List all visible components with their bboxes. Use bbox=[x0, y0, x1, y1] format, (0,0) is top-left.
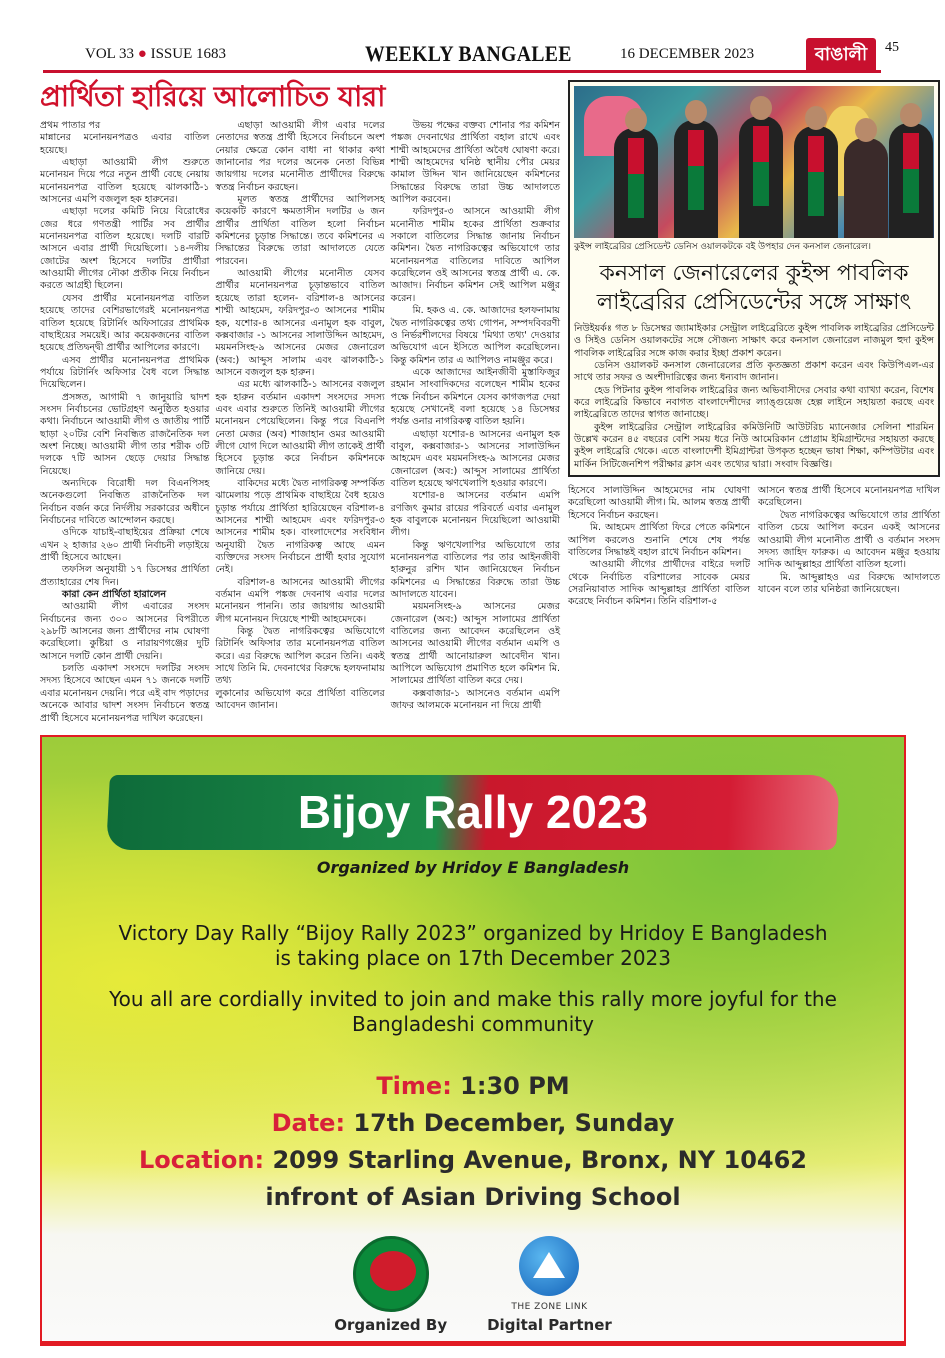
issue-date: 16 DECEMBER 2023 bbox=[620, 46, 755, 62]
ad-date bbox=[62, 1108, 884, 1138]
digital-partner-label: Digital Partner bbox=[487, 1315, 612, 1334]
paragraph: হিসেবে সালাউদ্দিন আহমেদের নাম ঘোষণা করেছিলো আওয়ামী লীগ। মি. আলম স্বতন্ত্র প্রার্থী হিসেবে নির্বাচন করছেন। bbox=[568, 485, 750, 521]
sidebar-headline bbox=[574, 259, 934, 317]
zone-link-logo bbox=[519, 1236, 579, 1296]
paragraph: এছাড়া আওয়ামী লীগ এবার দলের নেতাদের স্বতন্ত্র প্রার্থী হিসেবে নির্বাচনে অংশ নেয়ার ক্ষেত্রে কোন বাধা না থাকার কথা জানানোর পর দলের অনেক নেতা বিভিন্ন জায়গায় দলের মনোনীত প্রার্থীদের বিরুদ্ধে স্বতন্ত্র নির্বাচন করছেন। bbox=[215, 120, 385, 193]
article-headline: প্রার্থিতা হারিয়ে আলোচিত যারা bbox=[40, 80, 385, 113]
paragraph: উভয় পক্ষের বক্তব্য শোনার পর কমিশন পঙ্কজ দেবনাথের প্রার্থিতা বহাল রাখে এবং শাম্মী আহমেদের প্রার্থিতা অবৈধ ঘোষণা করে। শাম্মী আহমেদের ঘনিষ্ঠ স্থানীয় পৌর মেয়র কামাল উদ্দিন খান জানিয়েছেন কমিশনের সিদ্ধান্তের বিরুদ্ধে তারা উচ্চ আদালতে আপিল করবেন। bbox=[390, 120, 560, 206]
paragraph: প্রসঙ্গত, আগামী ৭ জানুয়ারি দ্বাদশ সংসদ নির্বাচনের ভোটগ্রহণ অনুষ্ঠিত হওয়ার কথা। নির্বাচনে আওয়ামী লীগ ও জাতীয় পার্টি ছাড়া ২০টির বেশি নিবন্ধিত রাজনৈতিক দল অংশ নিচ্ছে। আওয়ামী লীগ তার শরীক ৩টি দলকে ৭টি আসন ছেড়ে দেয়ার সিদ্ধান্ত নিয়েছে। bbox=[40, 391, 210, 477]
ad-description bbox=[62, 921, 884, 971]
volume: VOL 33 bbox=[85, 46, 135, 62]
bullet-icon: ● bbox=[137, 46, 147, 62]
time-value: 1:30 PM bbox=[460, 1071, 570, 1100]
paragraph: বাকিদের মধ্যে দ্বৈত নাগরিকত্ব সম্পর্কিত ঝামেলায় পড়ে প্রাথমিক বাছাইয়ে বৈধ হয়েও চূড়ান্ত পর্যায়ে প্রার্থিতা হারিয়েছেন বরিশাল-৪ আসনের শাম্মী আহমেদ এবং ফরিদপুর-৩ আসনের শামীম হক। বাংলাদেশের সংবিধান অনুযায়ী দ্বৈত নাগরিকত্ব আছে এমন ব্যক্তিদের সংসদ নির্বাচনে প্রার্থী হবার সুযোগ নেই। bbox=[215, 477, 385, 576]
paragraph: মি. হকও এ. কে. আজাদের হলফনামায় দ্বৈত নাগরিকত্বের তথ্য গোপন, সম্পদবিবরণী ও নির্ভরশীলদের বিষয়ে 'মিথ্যা তথ্য' দেওয়ার অভিযোগ এনে ইসিতে আপিল করেছিলেন। কিন্তু কমিশন তার এ আপিলও নামঞ্জুর করে। bbox=[390, 305, 560, 366]
paragraph: অন্যদিকে বিরোধী দল বিএনপিসহ অনেকগুলো নিবন্ধিত রাজনৈতিক দল নির্বাচন বর্জন করে নির্দলীয় সরকারের অধীনে নির্বাচনের দাবিতে আন্দোলন করছে। bbox=[40, 477, 210, 526]
paragraph: আওয়ামী লীগ এবারের সংসদ নির্বাচনের জন্য ৩০০ আসনের বিপরীতে ২৯৮টি আসনের জন্য প্রার্থীদের নাম ঘোষণা করেছিলো। কুষ্টিয়া ও নারায়ণগঞ্জের দুটি আসনে দলটি কোন প্রার্থী দেয়নি। bbox=[40, 601, 210, 662]
ad-text-line: is taking place on 17th December 2023 bbox=[274, 945, 672, 970]
bijoy-rally-advertisement bbox=[40, 735, 906, 1346]
paragraph: মূলত স্বতন্ত্র প্রার্থীদের আপিলসহ কয়েকটি কারণে ক্ষমতাসীন দলটির ৬ জন প্রার্থীর প্রার্থিতা বাতিল হলো নির্বাচন কমিশনের চূড়ান্ত সিদ্ধান্তে। তবে কমিশনের এ সিদ্ধান্তের বিরুদ্ধে তারা আদালতে যেতে পারবেন। bbox=[215, 194, 385, 267]
article-subhead: কারা কেন প্রার্থিতা হারালেন bbox=[62, 589, 166, 601]
ad-time bbox=[62, 1071, 884, 1101]
paragraph: কুইন্স লাইব্রেরির সেন্ট্রাল লাইব্রেরির কমিউনিটি আউটরিচ ম্যানেজার সেলিনা শারমিন উল্লেখ করেন ৪৫ বছরের বেশি সময় ধরে নিউ আমেরিকান প্রোগ্রাম ইমিগ্রান্টদের সহায়তা করছে কুইন্স লাইব্রেরি থেকে। এতে বাংলাদেশী ইমিগ্রান্টরা উপকৃত হচ্ছেন ভাষা শিক্ষা, কম্পিউটার এবং মার্কিন সিটিজেনশিপ পরীক্ষার ক্লাস এবং তথ্যের দ্বারা। সংবাদ বিজ্ঞপ্তি। bbox=[574, 421, 934, 470]
ad-bottom-rule bbox=[42, 1341, 904, 1344]
paragraph: যশোর-৪ আসনের বর্তমান এমপি রণজিৎ কুমার রায়ের পরিবর্তে এবার এনামুল হক বাবুলকে মনোনয়ন দিয়েছিলো আওয়ামী লীগ। bbox=[390, 490, 560, 539]
sidebar-headline-line: লাইব্রেরির প্রেসিডেন্টের সঙ্গে সাক্ষাৎ bbox=[596, 290, 912, 315]
paragraph: দ্বৈত নাগরিকত্বের অভিযোগে তার প্রার্থিতা বাতিল চেয়ে আপিল করেন একই আসনের আওয়ামী লীগ মনোনীত প্রার্থী ও বর্তমান সংসদ সদস্য জাহিদ ফারুক। এ আবেদন মঞ্জুর হওয়ায় সাদিক আব্দুল্লাহর প্রার্থিতা বাতিল হলো। bbox=[758, 509, 940, 571]
paragraph: এর মধ্যে ঝালকাঠি-১ আসনের বজলুল হক হারুন বর্তমান একাদশ সংসদের সদস্য এবং এবার শুরুতে তিনিই আওয়ামী লীগের মনোনয়ন পেয়েছিলেন। কিন্তু পরে বিএনপি নেতা মেজর (অব) শাজাহান ওমর আওয়ামী লীগে যোগ দিলে আওয়ামী লীগ তাকেই প্রার্থী হিসেবে চূড়ান্ত করে নির্বাচন কমিশনকে জানিয়ে দেয়। bbox=[215, 379, 385, 477]
ad-logos bbox=[334, 1212, 612, 1334]
continued-label: প্রথম পাতার পর bbox=[40, 120, 101, 131]
photo-caption: কুইন্স লাইব্রেরির প্রেসিডেন্ট ডেনিস ওয়ালকটকে বই উপহার দেন কনসাল জেনারেল। bbox=[574, 242, 871, 252]
header-rule bbox=[43, 70, 881, 73]
paragraph: লুকানোর অভিযোগ করে প্রার্থিতা বাতিলের আবেদন জানান। bbox=[215, 687, 385, 712]
paragraph: এছাড়া যশোর-৪ আসনের এনামুল হক বাবুল, কক্সবাজার-১ আসনের সালাউদ্দিন আহমেদ এবং ময়মনসিংহ-৯ আসনের মেজর জেনারেল (অব:) আব্দুস সালামের প্রার্থিতা বাতিল হয়েছে ঋণখেলাপি হওয়ার কারণে। bbox=[390, 428, 560, 489]
paragraph: আওয়ামী লীগের মনোনীত যেসব প্রার্থীর মনোনয়নপত্র চূড়ান্তভাবে বাতিল হয়েছে তারা হলেন- বরিশাল-৪ আসনের শাম্মী আহমেদ, ফরিদপুর-৩ আসনের শামীম হক, যশোর-৪ আসনের এনামুল হক বাবুল, কক্সবাজার -১ আসনের সালাউদ্দিন আহমেদ, ময়মনসিংহ-৯ আসনের মেজর জেনারেল (অব:) আব্দুস সালাম এবং ঝালকাঠি-১ আসনে বজলুল হক হারুন। bbox=[215, 268, 385, 378]
article-column-1b bbox=[40, 601, 209, 700]
time-label: Time: bbox=[376, 1071, 452, 1100]
sidebar-headline-line: কনসাল জেনারেলের কুইন্স পাবলিক bbox=[599, 261, 909, 286]
page-number: 45 bbox=[885, 40, 899, 55]
ad-location-note: infront of Asian Driving School bbox=[265, 1182, 681, 1211]
volume-issue bbox=[85, 46, 226, 63]
paragraph: তফসিল অনুযায়ী ১৭ ডিসেম্বর প্রার্থিতা প্রত্যাহারের শেষ দিন। bbox=[40, 564, 210, 588]
paragraph: এছাড়া দলের কমিটি নিয়ে বিরোধের জের ধরে গণতন্ত্রী পার্টির সব প্রার্থীর মনোনয়নপত্র বাতিল হয়েছে। দলটি বারটি আসনে এবার প্রার্থী দিয়েছিলো। ১৪-দলীয় জোটের অংশ হিসেবে দলটির প্রার্থীরা আওয়ামী লীগের নৌকা প্রতীক নিয়ে নির্বাচন করতে আগ্রহী ছিলেন। bbox=[40, 206, 210, 292]
ad-invitation bbox=[62, 987, 884, 1037]
paragraph: চলতি একাদশ সংসদে দলটির সংসদ সদস্য হিসেবে আছেন এমন ৭১ জনকে দলটি এবার মনোনয়ন দেয়নি। পরে এই বাদ পড়াদের bbox=[40, 663, 210, 699]
paragraph: ডেনিস ওয়ালকট কনসাল জেনারেলের প্রতি কৃতজ্ঞতা প্রকাশ করেন এবং কিউপিএল-এর সাথে তার সফর ও অংশীদারিত্বের জন্য ধন্যবাদ জানান। bbox=[574, 360, 934, 384]
ad-text-line: You all are cordially invited to join and make this rally more joyful for the bbox=[109, 986, 837, 1011]
article-continuation bbox=[568, 485, 940, 608]
hridoy-e-bangladesh-logo bbox=[353, 1236, 429, 1312]
zone-link-wordmark: THE ZONE LINK bbox=[511, 1301, 588, 1312]
article-column-1 bbox=[40, 132, 209, 589]
paragraph: আসনে স্বতন্ত্র প্রার্থী হিসেবে মনোনয়নপত্র দাখিল করেছিলেন। bbox=[758, 485, 940, 509]
date-value: 17th December, Sunday bbox=[353, 1108, 675, 1137]
paragraph: যেসব প্রার্থীর মনোনয়নপত্র বাতিল হয়েছে তাদের বেশিরভাগেরই মনোনয়নপত্র বাতিল হয়েছে রিটার্নিং অফিসারের প্রাথমিক বাছাইয়ের সময়েই। আর কয়েকজনের বাতিল হয়েছে প্রতিদ্বন্দ্বী প্রার্থীর আপিলের কারণে। bbox=[40, 292, 210, 354]
ad-text-line: Victory Day Rally “Bijoy Rally 2023” organized by Hridoy E Bangladesh bbox=[118, 920, 828, 945]
paragraph: নিউইয়র্কঃ গত ৮ ডিসেম্বর জ্যামাইকার সেন্ট্রাল লাইব্রেরিতে কুইন্স পাবলিক লাইব্রেরির প্রেসিডেন্ট ও সিইও ডেনিস ওয়ালকটের সঙ্গে সৌজন্য সাক্ষাৎ করে কনসাল জেনারেল নাজমুল হুদা কুইন্স পাবলিক লাইব্রেরির সঙ্গে কাজ করার ইচ্ছা প্রকাশ করেন। bbox=[574, 323, 934, 359]
article-column-5 bbox=[758, 485, 940, 596]
main-article bbox=[40, 80, 560, 725]
organizer-logo-block bbox=[334, 1236, 447, 1334]
news-photo bbox=[574, 86, 934, 238]
paragraph: কিন্তু দ্বৈত নাগরিকত্বের অভিযোগে রিটার্নিং অফিসার তার মনোনয়নপত্র বাতিল করে। এর বিরুদ্ধে আপিল করেন তিনি। একই সাথে তিনি মি. দেবনাথের বিরুদ্ধে হলফনামায় তথ্য bbox=[215, 626, 385, 687]
ad-organizer: Organized by Hridoy E Bangladesh bbox=[316, 857, 630, 877]
paragraph: এছাড়া আওয়ামী লীগ শুরুতে মনোনয়ন দিয়ে পরে নতুন প্রার্থী বেছে নেয়ায় মনোনয়নপত্র বাতিল হয়েছে ঝালকাঠি-১ আসনের এমপি বজলুল হক হারুনের। bbox=[40, 157, 210, 206]
sidebar-body bbox=[574, 323, 934, 471]
paragraph: মি. আব্দুল্লাহও এর বিরুদ্ধে আদালতে যাবেন বলে তার ঘনিষ্ঠরা জানিয়েছেন। bbox=[758, 571, 940, 595]
paragraph: হেড পিটনার কুইন্স পাবলিক লাইব্রেরির জন্য অভিবাসীদের সেবার কথা ব্যাখ্যা করেন, বিশেষ করে লাইব্রেরি কিভাবে নবাগত বাংলাদেশীদের ল্যাঙ্গুয়েজ হেল্প লাইনে সহায়তা করছে এবং লাইব্রেরিতে তাদের স্বাগত জানাচ্ছে। bbox=[574, 384, 934, 421]
sidebar-story bbox=[568, 80, 940, 477]
article-body bbox=[40, 120, 560, 725]
paragraph: অনেকে আবার দ্বাদশ সংসদ নির্বাচনে স্বতন্ত্র প্রার্থী হিসেবে মনোনয়নপত্র দাখিল করেছেন। bbox=[40, 700, 210, 724]
publication-title: WEEKLY BANGALEE bbox=[365, 41, 572, 66]
paragraph: ফরিদপুর-৩ আসনে আওয়ামী লীগ মনোনীত শামীম হকের প্রার্থিতা শুক্রবার সকালে বাতিলের সিদ্ধান্ত জানায় নির্বাচন কমিশন। দ্বৈত নাগরিকত্বের অভিযোগে তার মনোনয়নপত্র বাতিলের দাবিতে আপিল করেছিলেন ওই আসনের স্বতন্ত্র প্রার্থী এ. কে. আজাদ। নির্বাচন কমিশন সেই আপিল মঞ্জুর করেন। bbox=[390, 206, 560, 304]
right-section bbox=[568, 80, 940, 609]
issue: ISSUE 1683 bbox=[150, 46, 227, 62]
paragraph: এসব প্রার্থীর মনোনয়নপত্র প্রাথমিক পর্যায়ে রিটার্নিং অফিসার বৈধ বলে সিদ্ধান্ত দিয়েছিলেন। bbox=[40, 354, 210, 391]
location-value: 2099 Starling Avenue, Bronx, NY 10462 bbox=[272, 1145, 807, 1174]
news-section bbox=[0, 80, 945, 725]
date-label: Date: bbox=[271, 1108, 346, 1137]
article-column-4 bbox=[568, 485, 750, 608]
paragraph: বরিশাল-৪ আসনের আওয়ামী লীগের বর্তমান এমপি পঙ্কজ দেবনাথ এবার দলের মনোনয়ন পাননি। তার জায়গায় আওয়ামী লীগ মনোনয়ন দিয়েছে শাম্মী আহমেদকে। bbox=[215, 576, 385, 625]
ad-text-line: Bangladeshi community bbox=[352, 1011, 594, 1036]
location-label: Location: bbox=[139, 1145, 265, 1174]
ad-title: Bijoy Rally 2023 bbox=[297, 786, 649, 839]
paragraph: কক্সবাজার-১ আসনেও বর্তমান এমপি জাফর আলমকে মনোনয়ন না দিয়ে প্রার্থী bbox=[390, 687, 560, 712]
paragraph: একে আজাদের আইনজীবী মুস্তাফিজুর রহমান সাংবাদিকদের বলেছেন শামীম হকের পক্ষে নির্বাচন কমিশনে যেসব কাগজপত্র দেয়া হয়েছে সেখানেই বলা হয়েছে ১৪ ডিসেম্বর পর্যন্ত ওনার নাগরিকত্ব বাতিল হয়নি। bbox=[390, 366, 560, 428]
paragraph: আওয়ামী লীগের প্রার্থীদের বাইরে দলটি থেকে নির্বাচিত বরিশালের সাবেক মেয়র সেরনিয়াবাত সাদিক আব্দুল্লাহর প্রার্থিতা বাতিল করেছে নির্বাচন কমিশন। তিনি বরিশাল-৫ bbox=[568, 559, 750, 608]
paragraph: ময়মনসিংহ-৯ আসনের মেজর জেনারেল (অব:) আব্দুস সালামের প্রার্থিতা বাতিলের জন্য আবেদন করেছিলেন ওই আসনের আওয়ামী লীগের বর্তমান এমপি ও স্বতন্ত্র প্রার্থী আনোয়ারুল আবেদীন খান। আপিলে অভিযোগ প্রমাণিত হলে কমিশন মি. সালামের প্রার্থিতা বাতিল করে দেয়। bbox=[390, 601, 560, 687]
newspaper-logo: বাঙালী bbox=[806, 38, 876, 72]
ad-title-banner bbox=[108, 775, 838, 850]
partner-logo-block bbox=[487, 1236, 612, 1334]
paragraph: মান্নানের মনোনয়নপত্রও এবার বাতিল হয়েছে। bbox=[40, 132, 210, 156]
masthead bbox=[0, 40, 945, 72]
ad-location bbox=[62, 1145, 884, 1175]
paragraph: কিন্তু ঋণখেলাপির অভিযোগে তার মনোনয়নপত্র বাতিলের পর তার আইনজীবী হারুনুর রশিদ খান জানিয়েছেন নির্বাচন কমিশনের এ সিদ্ধান্তের বিরুদ্ধে তারা উচ্চ আদালতে যাবেন। bbox=[390, 539, 560, 601]
paragraph: মি. আহমেদ প্রার্থিতা ফিরে পেতে কমিশনে আপিল করলেও শুনানি শেষে শেষ পর্যন্ত বাতিলের সিদ্ধান্তই বহাল রাখে নির্বাচন কমিশন। bbox=[568, 522, 750, 558]
organized-by-label: Organized By bbox=[334, 1315, 448, 1334]
triangle-icon bbox=[533, 1252, 565, 1278]
paragraph: ওদিকে যাচাই-বাছাইয়ের প্রক্রিয়া শেষে এখন ২ হাজার ২৬০ প্রার্থী নির্বাচনী লড়াইয়ে প্রার্থী হিসেবে আছেন। bbox=[40, 527, 210, 564]
